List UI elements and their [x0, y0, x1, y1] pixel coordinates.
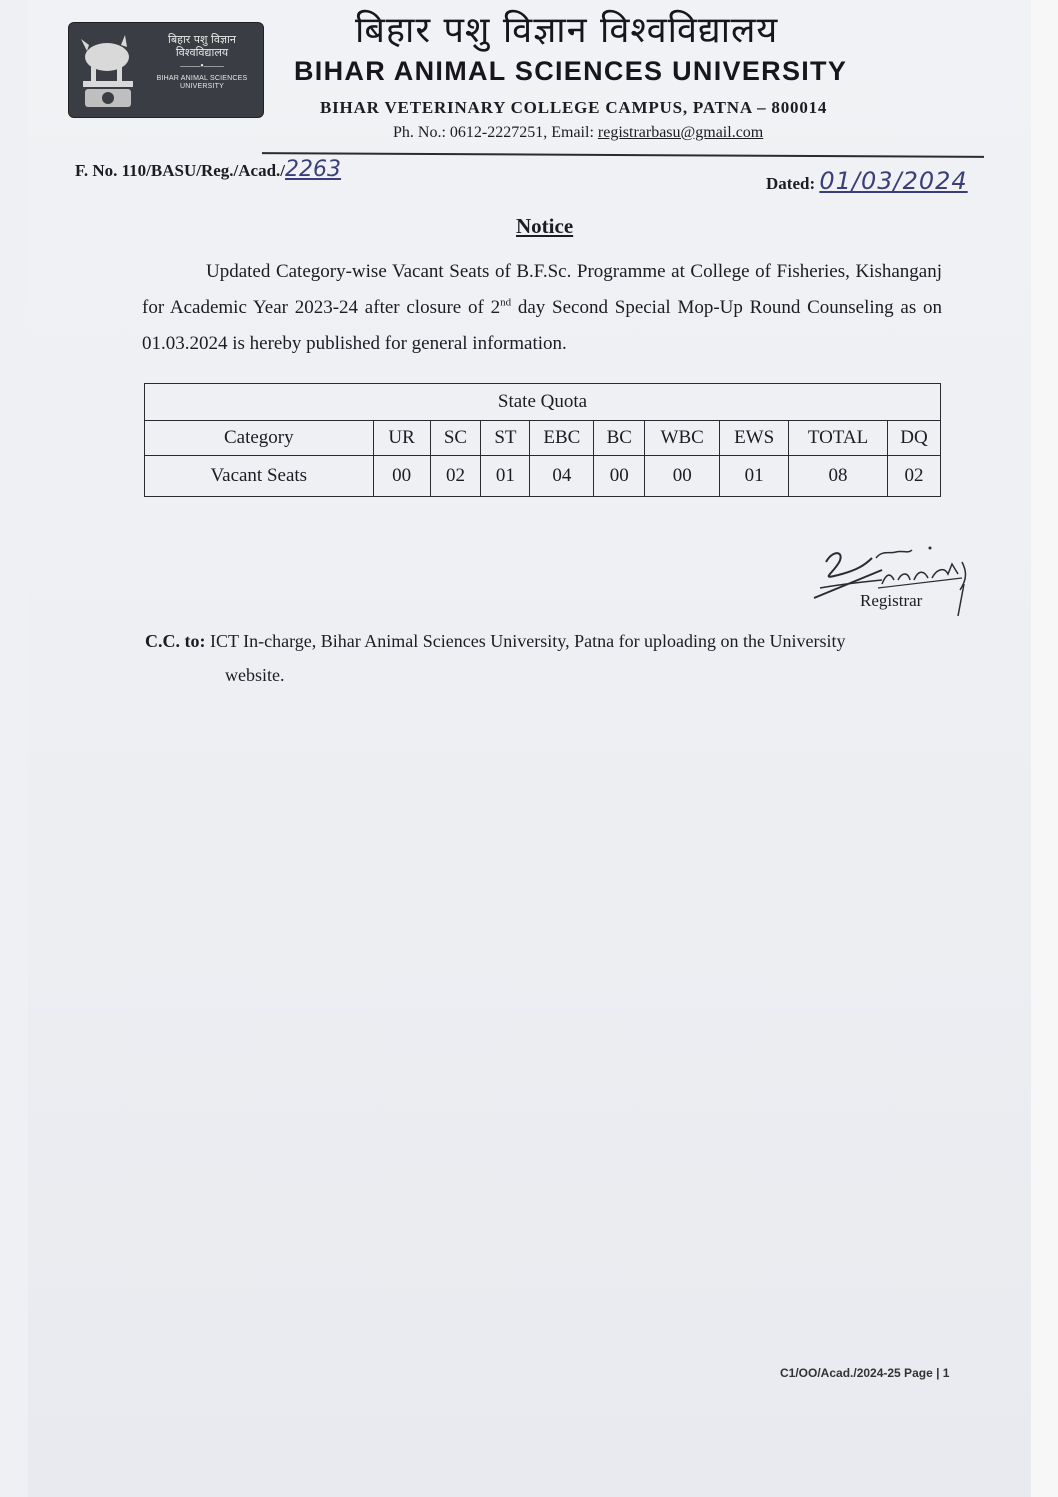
table-row: [145, 456, 941, 497]
email-link[interactable]: registrarbasu@gmail.com: [597, 124, 764, 141]
page-margin: [1031, 0, 1058, 1497]
table-header-row: [145, 421, 941, 456]
column-header: WBC: [645, 421, 720, 456]
campus-address: BIHAR VETERINARY COLLEGE CAMPUS, PATNA – 800014: [320, 98, 828, 117]
cc-label: C.C. to:: [145, 631, 206, 651]
cc-text-line1: ICT In-charge, Bihar Animal Sciences University, Patna for uploading on the University: [210, 631, 846, 651]
phone-text: Ph. No.: 0612-2227251, Email:: [393, 124, 598, 141]
notice-body-sup: nd: [500, 296, 512, 309]
column-header: EBC: [530, 421, 594, 456]
row-label: Vacant Seats: [145, 456, 374, 497]
logo-hindi-line2: विश्वविद्यालय: [175, 46, 229, 59]
logo-hindi-line1: बिहार पशु विज्ञान: [167, 33, 236, 46]
english-university-title: BIHAR ANIMAL SCIENCES UNIVERSITY: [294, 56, 848, 86]
notice-heading: Notice: [516, 214, 574, 238]
table-cell: 00: [373, 456, 430, 497]
vacant-seats-table: [144, 383, 941, 497]
table-cell: 02: [887, 456, 940, 497]
date-line: [766, 167, 968, 195]
file-number-value: 2263: [285, 157, 342, 182]
column-header: SC: [430, 421, 481, 456]
date-label: Dated:: [766, 174, 816, 193]
column-header: BC: [594, 421, 645, 456]
contact-line: [393, 124, 853, 142]
table-cell: 01: [720, 456, 789, 497]
logo-caption: [147, 33, 257, 91]
file-number: [75, 157, 341, 182]
cc-text-line2: website.: [225, 665, 285, 685]
column-header: ST: [481, 421, 530, 456]
university-logo: [68, 22, 264, 118]
notice-body: [142, 254, 942, 362]
notice-body-part2: day Second Special Mop-Up Round Counseling as on 01.03.2024 is hereby published for general information.: [142, 297, 942, 354]
row-label-header: Category: [145, 421, 374, 456]
registrar-label: Registrar: [860, 591, 923, 610]
column-header: TOTAL: [789, 421, 888, 456]
column-header: EWS: [720, 421, 789, 456]
table-cell: 08: [789, 456, 888, 497]
column-header: DQ: [887, 421, 940, 456]
footer-page-ref: C1/OO/Acad./2024-25 Page | 1: [780, 1366, 950, 1380]
hindi-university-title: बिहार पशु विज्ञान विश्वविद्यालय: [355, 10, 779, 51]
table-title: State Quota: [145, 384, 941, 421]
table-cell: 04: [530, 456, 594, 497]
file-number-label: F. No. 110/BASU/Reg./Acad./: [75, 161, 286, 180]
logo-english: BIHAR ANIMAL SCIENCES UNIVERSITY: [156, 75, 248, 90]
table-cell: 02: [430, 456, 481, 497]
bull-emblem-icon: [77, 29, 139, 111]
table-cell: 00: [594, 456, 645, 497]
date-value: 01/03/2024: [819, 167, 968, 195]
logo-divider: ——•——: [180, 61, 224, 72]
table-cell: 00: [645, 456, 720, 497]
column-header: UR: [373, 421, 430, 456]
table-cell: 01: [481, 456, 530, 497]
notice-body-part1: Updated Category-wise Vacant Seats of B.F.Sc. Programme at College of Fisheries, Kishanganj for Academic Year 2023-24 after closure of 2: [142, 261, 942, 318]
cc-section: [145, 624, 945, 692]
